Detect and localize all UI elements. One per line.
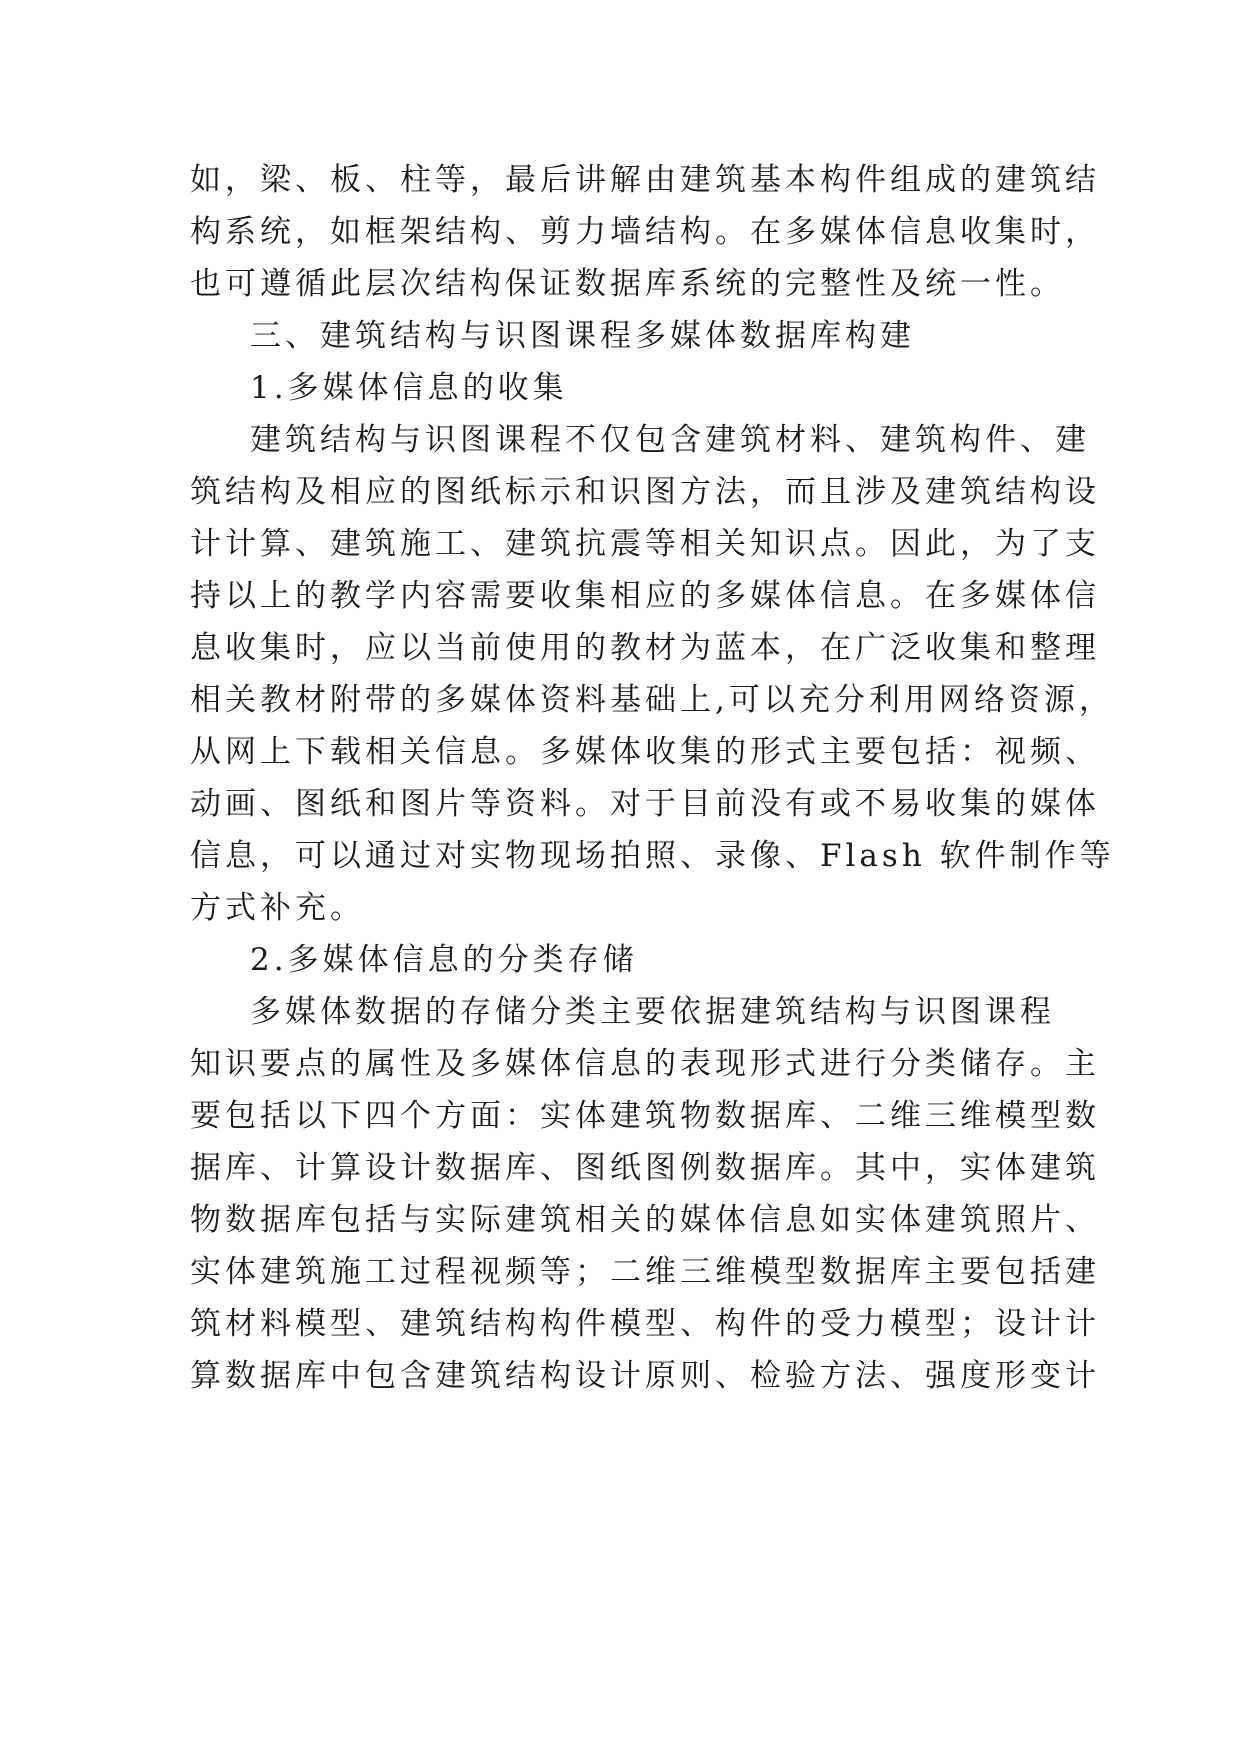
text-line: 构系统，如框架结构、剪力墙结构。在多媒体信息收集时， [190, 214, 1100, 250]
text-line: 物数据库包括与实际建筑相关的媒体信息如实体建筑照片、 [190, 1202, 1100, 1238]
text-line: 知识要点的属性及多媒体信息的表现形式进行分类储存。主 [190, 1046, 1100, 1082]
text-line: 也可遵循此层次结构保证数据库系统的完整性及统一性。 [190, 266, 1065, 302]
section-heading: 三、建筑结构与识图课程多媒体数据库构建 [250, 318, 915, 354]
text-line: 筑材料模型、建筑结构构件模型、构件的受力模型；设计计 [190, 1306, 1100, 1342]
text-line: 筑结构及相应的图纸标示和识图方法，而且涉及建筑结构设 [190, 474, 1100, 510]
text-line: 动画、图纸和图片等资料。对于目前没有或不易收集的媒体 [190, 786, 1100, 822]
subsection-heading: 2.多媒体信息的分类存储 [250, 942, 638, 978]
text-line: 计计算、建筑施工、建筑抗震等相关知识点。因此，为了支 [190, 526, 1100, 562]
text-line: 从网上下载相关信息。多媒体收集的形式主要包括：视频、 [190, 734, 1100, 770]
text-line: 相关教材附带的多媒体资料基础上,可以充分利用网络资源， [190, 682, 1114, 718]
text-line: 方式补充。 [190, 890, 365, 926]
text-line: 实体建筑施工过程视频等；二维三维模型数据库主要包括建 [190, 1254, 1100, 1290]
text-line: 信息，可以通过对实物现场拍照、录像、Flash 软件制作等 [190, 838, 1115, 874]
text-line: 算数据库中包含建筑结构设计原则、检验方法、强度形变计 [190, 1358, 1100, 1394]
text-line: 持以上的教学内容需要收集相应的多媒体信息。在多媒体信 [190, 578, 1100, 614]
text-line: 建筑结构与识图课程不仅包含建筑材料、建筑构件、建 [250, 422, 1090, 458]
text-line: 息收集时，应以当前使用的教材为蓝本，在广泛收集和整理 [190, 630, 1100, 666]
text-line: 要包括以下四个方面：实体建筑物数据库、二维三维模型数 [190, 1098, 1100, 1134]
text-line: 据库、计算设计数据库、图纸图例数据库。其中，实体建筑 [190, 1150, 1100, 1186]
text-line: 多媒体数据的存储分类主要依据建筑结构与识图课程 [250, 994, 1055, 1030]
text-line: 如，梁、板、柱等，最后讲解由建筑基本构件组成的建筑结 [190, 162, 1100, 198]
subsection-heading: 1.多媒体信息的收集 [250, 370, 568, 406]
